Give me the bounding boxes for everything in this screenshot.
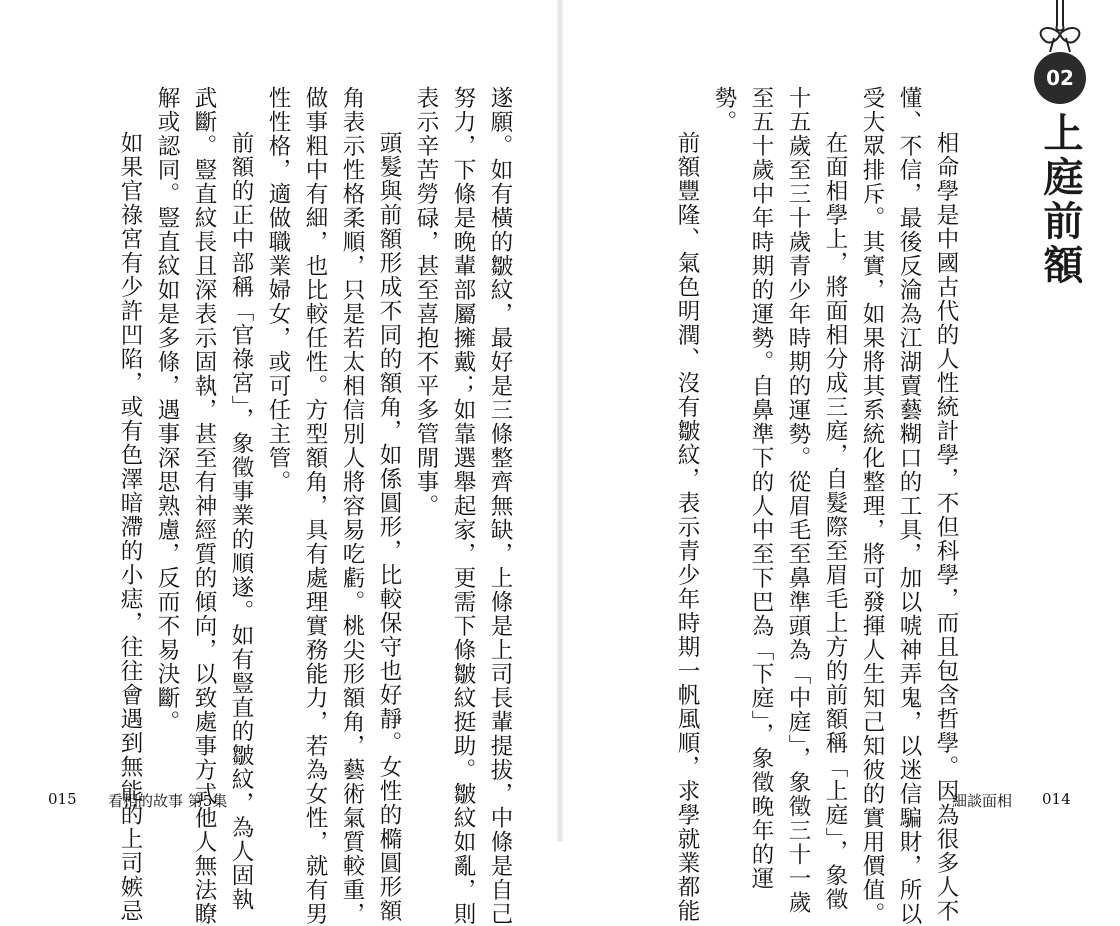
text-line: 解或認同。豎直紋如是多條，遇事深思熟慮，反而不易決斷。 [154, 86, 180, 734]
paragraph [111, 86, 148, 923]
paragraph [668, 86, 705, 923]
text-line: 遂願。如有橫的皺紋，最好是三條整齊無缺，上條是上司長輩提拔，中條是自己 [487, 86, 513, 926]
text-line: 十五歲至三十歲青少年時期的運勢。從眉毛至鼻準頭為「中庭」，象徵三十一歲 [785, 86, 811, 915]
text-line: 前額豐隆、氣色明潤、沒有皺紋，表示青少年時期一帆風順，求學就業都能 [674, 131, 700, 923]
text-line: 至五十歲中年時期的運勢。自鼻準下的人中至下巴為「下庭」，象徵晚年的運 [748, 86, 774, 891]
text-line: 頭髮與前額形成不同的額角，如係圓形，比較保守也好靜。女性的橢圓形額 [376, 131, 402, 923]
chapter-knot-ornament-icon [1030, 0, 1090, 56]
text-line: 武斷。豎直紋長且深表示固執，甚至有神經質的傾向，以致處事方式他人無法瞭 [191, 86, 217, 926]
page-number: 014 [1042, 790, 1071, 808]
text-line: 如果官祿宮有少許凹陷，或有色澤暗滯的小痣，往往會遇到無能的上司嫉忌 [117, 131, 143, 923]
text-line: 受大眾排斥。其實，如果將其系統化整理，將可發揮人生知己知彼的實用價值。 [859, 86, 885, 926]
right-page-body [668, 86, 964, 926]
paragraph [259, 86, 407, 926]
text-line: 相命學是中國古代的人性統計學，不但科學，而且包含哲學。因為很多人不 [933, 131, 959, 923]
paragraph [853, 86, 964, 926]
text-line: 懂、不信，最後反淪為江湖賣藝糊口的工具，加以唬神弄鬼，以迷信騙財，所以 [896, 86, 922, 926]
chapter-number-badge: 02 [1034, 52, 1086, 104]
text-line: 性性格，適做職業婦女，或可任主管。 [265, 86, 291, 494]
text-line: 角表示性格柔順，只是若太相信別人將容易吃虧。桃尖形額角，藝術氣質較重， [339, 86, 365, 926]
running-footer-title: 看相的故事 第5集 [108, 792, 228, 810]
chapter-title: 上庭前額 [1037, 112, 1084, 288]
text-line: 表示辛苦勞碌，甚至喜抱不平多管閒事。 [413, 86, 439, 518]
text-line: 做事粗中有細，也比較任性。方型額角，具有處理實務能力，若為女性，就有男 [302, 86, 328, 926]
page-number: 015 [48, 790, 77, 808]
paragraph [705, 86, 853, 915]
text-line: 努力，下條是晚輩部屬擁戴；如靠選舉起家，更需下條皺紋挺助。皺紋如亂，則 [450, 86, 476, 926]
text-line: 勢。 [711, 86, 737, 134]
right-page [560, 0, 1120, 926]
running-footer-title: 細談面相 [952, 792, 1013, 810]
text-line: 在面相學上，將面相分成三庭，自髮際至眉毛上方的前額稱「上庭」，象徵 [822, 131, 848, 912]
paragraph [407, 86, 518, 926]
text-line: 前額的正中部稱「官祿宮」，象徵事業的順遂。如有豎直的皺紋，為人固執 [228, 131, 254, 912]
